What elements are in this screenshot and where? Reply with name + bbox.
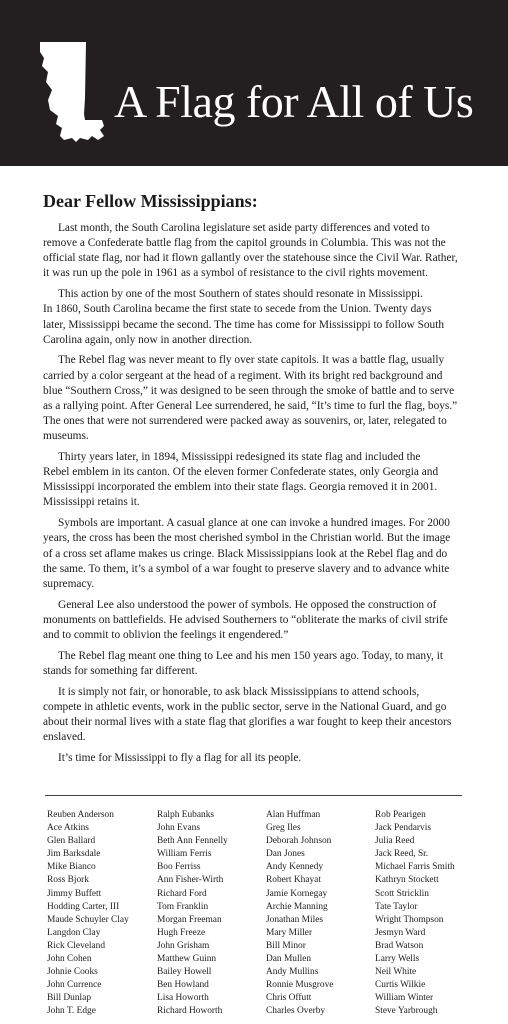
signer-name: Ronnie Musgrove <box>266 980 334 991</box>
signer-name: Dan Jones <box>266 849 305 860</box>
signer-name: Mary Miller <box>266 927 313 938</box>
signer-name: Michael Farris Smith <box>375 862 455 873</box>
page-title: A Flag for All of Us <box>114 76 474 127</box>
paragraph: The Rebel flag meant one thing to Lee and his men 150 years ago. Today, to many, it stands for something far different. <box>43 649 443 677</box>
signer-name: Lisa Howorth <box>157 993 209 1004</box>
signer-name: John Cohen <box>47 954 92 965</box>
signer-name: Curtis Wilkie <box>375 980 426 991</box>
signer-name: Tate Taylor <box>375 901 418 912</box>
signer-name: Jack Pendarvis <box>375 823 431 834</box>
signer-name: Larry Wells <box>375 954 420 965</box>
signer-name: Robert Khayat <box>266 875 321 886</box>
signer-name: Matthew Guinn <box>157 954 217 965</box>
signer-name: Jim Barksdale <box>47 849 101 860</box>
signer-name: Bill Dunlap <box>47 993 92 1004</box>
signer-name: Kathryn Stockett <box>375 875 439 886</box>
signer-name: Greg Iles <box>266 823 301 834</box>
letter-body <box>43 190 467 772</box>
signer-name: Neil White <box>375 967 417 978</box>
signer-name: Richard Ford <box>157 888 207 899</box>
signer-name: Deborah Johnson <box>266 836 332 847</box>
signer-name: Ben Howland <box>157 980 209 991</box>
signers-column <box>47 809 129 1019</box>
signer-name: Julia Reed <box>375 836 415 847</box>
divider <box>45 795 462 796</box>
signers-column <box>157 809 228 1019</box>
signer-name: Jesmyn Ward <box>375 927 426 938</box>
paragraph: Symbols are important. A casual glance at one can invoke a hundred images. For 2000 years, the cross has been the most cherished symbol in the Christian world. But the image of a cross set aflame makes us cringe. Black Mississippians look at the Rebel flag and do the same. To them, it’s a symbol of a war fought to preserve slavery and to advance white supremacy. <box>43 517 451 590</box>
signer-name: Steve Yarbrough <box>375 1006 438 1017</box>
title-banner <box>0 0 508 166</box>
paragraph: This action by one of the most Southern of states should resonate in Mississippi. In 1860, South Carolina became the first state to secede from the Union. Twenty days later, Mississippi became the second. The time has come for Mississippi to follow South Carolina again, only now in another direction. <box>43 288 445 346</box>
paragraph: It is simply not fair, or honorable, to ask black Mississippians to attend schools, compete in athletic events, work in the public sector, serve in the National Guard, and go about their normal lives with a state flag that glorifies a war fought to keep their ancestors enslaved. <box>43 685 452 743</box>
signer-name: Hugh Freeze <box>157 927 206 938</box>
salutation: Dear Fellow Mississippians: <box>43 191 258 211</box>
signer-name: Dan Mullen <box>266 954 312 965</box>
signer-name: Bill Minor <box>266 940 306 951</box>
paragraph: General Lee also understood the power of symbols. He opposed the construction of monuments on battlefields. He advised Southerners to “obliterate the marks of civil strife and to commit to oblivion the feelings it engendered.” <box>43 598 448 641</box>
signer-name: Mike Bianco <box>47 862 96 873</box>
signer-name: John Evans <box>157 823 200 834</box>
signer-name: Bailey Howell <box>157 967 212 978</box>
paragraph: Thirty years later, in 1894, Mississippi redesigned its state flag and included the Rebel emblem in its canton. Of the eleven former Confederate states, only Georgia and Mississippi incorporated the emblem into their state flags. Georgia removed it in 2001. Mississippi retains it. <box>43 450 439 509</box>
signer-name: Scott Stricklin <box>375 888 429 899</box>
signer-name: Boo Ferriss <box>157 862 201 873</box>
signer-name: John Currence <box>47 980 102 991</box>
signer-name: Jack Reed, Sr. <box>375 849 429 860</box>
signer-name: Langdon Clay <box>47 927 101 938</box>
signer-name: Johnie Cooks <box>47 967 98 978</box>
signer-name: Alan Huffman <box>266 810 321 820</box>
signer-name: Jonathan Miles <box>266 914 324 925</box>
signer-name: Chris Offutt <box>266 993 312 1004</box>
signer-name: Glen Ballard <box>47 836 96 847</box>
signer-name: Ross Bjork <box>47 875 89 886</box>
signer-name: William Winter <box>375 993 434 1004</box>
signer-name: Jamie Kornegay <box>266 888 328 899</box>
signer-name: Wright Thompson <box>375 914 444 925</box>
signer-name: Ann Fisher-Wirth <box>157 875 224 886</box>
signer-name: Brad Watson <box>375 940 424 951</box>
paragraph: It’s time for Mississippi to fly a flag for all its people. <box>58 751 302 764</box>
signers-column <box>375 809 455 1019</box>
signer-name: Richard Howorth <box>157 1006 223 1017</box>
signer-name: Tom Franklin <box>157 901 209 912</box>
paragraph: The Rebel flag was never meant to fly over state capitols. It was a battle flag, usually carried by a color sergeant at the head of a regiment. With its bright red background and blue “Southern Cross,” it was designed to be seen through the smoke of battle and to serve as a rallying point. After General Lee surrendered, he said, “It’s time to furl the flag, boys.” The ones that were not surrendered were packed away as souvenirs, or, later, relegated to museums. <box>43 354 458 443</box>
signer-name: John Grisham <box>157 940 210 951</box>
signer-name: Rob Pearigen <box>375 810 426 820</box>
signer-name: Rick Cleveland <box>47 940 106 951</box>
signer-name: Andy Mullins <box>266 967 319 978</box>
signer-name: Beth Ann Fennelly <box>157 836 228 847</box>
signer-name: Ace Atkins <box>47 823 89 834</box>
signers-column <box>266 809 333 1019</box>
signer-name: Andy Kennedy <box>266 862 324 873</box>
paragraph: Last month, the South Carolina legislature set aside party differences and voted to remove a Confederate battle flag from the capitol grounds in Columbia. This was not the official state flag, nor had it flown gallantly over the statehouse since the Civil War. Rather, it was run up the pole in 1961 as a symbol of resistance to the civil rights movement. <box>43 222 458 280</box>
mississippi-state-silhouette-icon <box>36 40 106 144</box>
signer-name: Reuben Anderson <box>47 810 114 820</box>
signer-name: Hodding Carter, III <box>47 901 120 912</box>
signer-name: Maude Schuyler Clay <box>47 914 129 925</box>
signer-name: Morgan Freeman <box>157 914 222 925</box>
signer-name: William Ferris <box>157 849 212 860</box>
signer-name: Ralph Eubanks <box>157 810 215 820</box>
signer-name: Archie Manning <box>266 901 328 912</box>
signer-name: Charles Overby <box>266 1006 326 1017</box>
signer-name: John T. Edge <box>47 1006 96 1017</box>
signer-name: Jimmy Buffett <box>47 888 102 899</box>
